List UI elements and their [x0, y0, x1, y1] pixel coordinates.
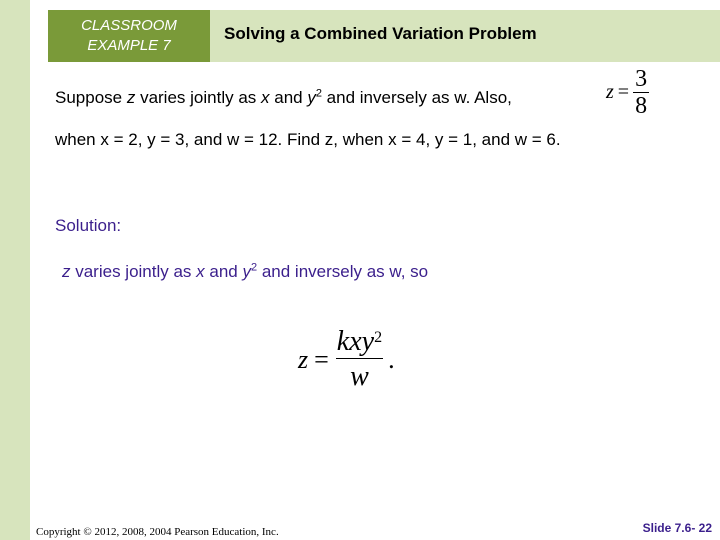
formula-period: . — [388, 344, 395, 374]
given-eq-equals: = — [617, 81, 630, 103]
formula-lhs: z — [298, 344, 309, 374]
given-value-equation — [606, 66, 649, 119]
formula-denominator: w — [336, 358, 383, 393]
formula-fraction — [335, 326, 384, 393]
solution-statement: z varies jointly as x and $y^2$ and inversely as w, so — [62, 261, 429, 281]
given-eq-fraction — [633, 66, 649, 119]
formula-equals: = — [314, 344, 329, 374]
badge-line-1: CLASSROOM — [81, 17, 177, 34]
variation-formula — [298, 326, 395, 393]
slide-title: Solving a Combined Variation Problem — [224, 24, 537, 43]
given-eq-denominator: 8 — [635, 93, 648, 119]
given-eq-numerator: 3 — [635, 66, 648, 92]
badge-line-2: EXAMPLE 7 — [87, 37, 171, 54]
given-eq-lhs: z — [606, 81, 614, 103]
solution-label: Solution: — [55, 216, 122, 235]
copyright-footer: Copyright © 2012, 2008, 2004 Pearson Education, Inc. — [36, 526, 279, 538]
problem-line-2: when x = 2, y = 3, and w = 12. Find z, when x = 4, y = 1, and w = 6. — [55, 130, 561, 149]
left-accent-bar — [0, 0, 30, 540]
classroom-example-badge — [48, 10, 210, 62]
slide-number: Slide 7.6- 22 — [642, 521, 712, 535]
formula-numerator: kxy$^2$ — [336, 326, 383, 357]
problem-line-1: Suppose z varies jointly as x and $y^2$ and inversely as w. Also, — [55, 87, 512, 107]
